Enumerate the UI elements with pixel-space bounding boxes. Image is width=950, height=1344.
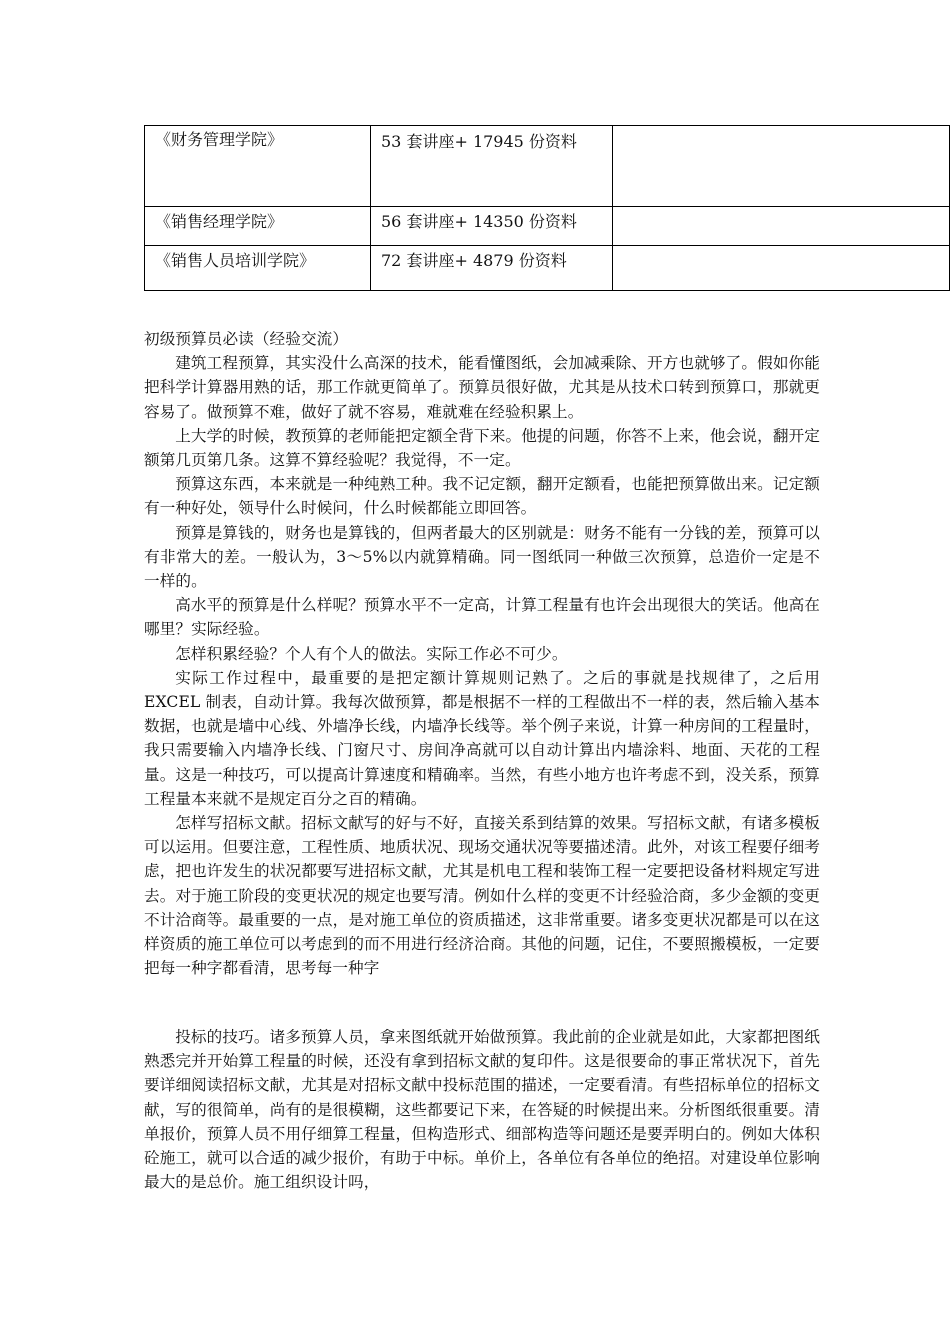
paragraph: 投标的技巧。诸多预算人员，拿来图纸就开始做预算。我此前的企业就是如此，大家都把图纸熟悉完并开始算工程量的时候，还没有拿到招标文献的复印件。这是很要命的事正常状况下，首先要详细阅读招标文献，尤其是对招标文献中投标范围的描述，一定要看清。有些招标单位的招标文献，写的很简单，尚有的是很模糊，这些都要记下来，在答疑的时候提出来。分析图纸很重要。清单报价，预算人员不用仔细算工程量，但构造形式、细部构造等问题还是要弄明白的。例如大体积砼施工，就可以合适的减少报价，有助于中标。单价上，各单位有各单位的绝招。对建设单位影响最大的是总价。施工组织设计吗，: [144, 1028, 820, 1192]
resource-table: [144, 125, 950, 291]
article-body: [144, 327, 820, 980]
paragraph: 预算这东西，本来就是一种纯熟工种。我不记定额，翻开定额看，也能把预算做出来。记定额有一种好处，领导什么时候问，什么时候都能立即回答。: [144, 475, 820, 518]
paragraph: 上大学的时候，教预算的老师能把定额全背下来。他提的问题，你答不上来，他会说，翻开定额第几页第几条。这算不算经验呢？我觉得，不一定。: [144, 426, 820, 470]
paragraph: 高水平的预算是什么样呢？预算水平不一定高，计算工程量有也许会出现很大的笑话。他高在哪里？实际经验。: [144, 596, 820, 639]
table-row: [145, 126, 950, 207]
paragraph: 实际工作过程中，最重要的是把定额计算规则记熟了。之后的事就是找规律了，之后用 EXCEL 制表，自动计算。我每次做预算，都是根据不一样的工程做出不一样的表，然后输入基本数据，也就是墙中心线、外墙净长线，内墙净长线等。举个例子来说，计算一种房间的工程量时，我只需要输入内墙净长线、门窗尺寸、房间净高就可以自动计算出内墙涂料、地面、天花的工程量。这是一种技巧，可以提高计算速度和精确率。当然，有些小地方也许考虑不到，没关系，预算工程量本来就不是规定百分之百的精确。: [144, 668, 820, 808]
article-body-continued: [144, 1025, 820, 1194]
paragraph: 怎样写招标文献。招标文献写的好与不好，直接关系到结算的效果。写招标文献，有诸多模板可以运用。但要注意，工程性质、地质状况、现场交通状况等要描述清。此外，对该工程要仔细考虑，把也许发生的状况都要写进招标文献，尤其是机电工程和装饰工程一定要把设备材料规定写进去。对于施工阶段的变更状况的规定也要写清。例如什么样的变更不计经验洽商，多少金额的变更不计洽商等。最重要的一点，是对施工单位的资质描述，这非常重要。诸多变更状况都是可以在这样资质的施工单位可以考虑到的而不用进行经济洽商。其他的问题，记住，不要照搬模板，一定要把每一种字都看清，思考每一种字: [144, 814, 820, 978]
article-title: 初级预算员必读（经验交流）: [144, 330, 349, 348]
table-cell-note: [613, 246, 950, 291]
table-cell-name: 《销售人员培训学院》: [145, 246, 371, 291]
table-row: [145, 246, 950, 291]
table-cell-content: 72 套讲座+ 4879 份资料: [371, 246, 613, 291]
table-cell-name: 《销售经理学院》: [145, 207, 371, 246]
table-cell-note: [613, 207, 950, 246]
paragraph: 怎样积累经验？个人有个人的做法。实际工作必不可少。: [175, 644, 568, 663]
table-cell-content: 53 套讲座+ 17945 份资料: [371, 126, 613, 207]
table-cell-name: 《财务管理学院》: [145, 126, 371, 207]
table-cell-note: [613, 126, 950, 207]
paragraph: 预算是算钱的，财务也是算钱的，但两者最大的区别就是：财务不能有一分钱的差，预算可以有非常大的差。一般认为，3～5%以内就算精确。同一图纸同一种做三次预算，总造价一定是不一样的。: [144, 523, 820, 591]
table-row: [145, 207, 950, 246]
paragraph: 建筑工程预算，其实没什么高深的技术，能看懂图纸，会加减乘除、开方也就够了。假如你能把科学计算器用熟的话，那工作就更简单了。预算员很好做，尤其是从技术口转到预算口，那就更容易了。做预算不难，做好了就不容易，难就难在经验积累上。: [144, 354, 820, 421]
table-cell-content: 56 套讲座+ 14350 份资料: [371, 207, 613, 246]
